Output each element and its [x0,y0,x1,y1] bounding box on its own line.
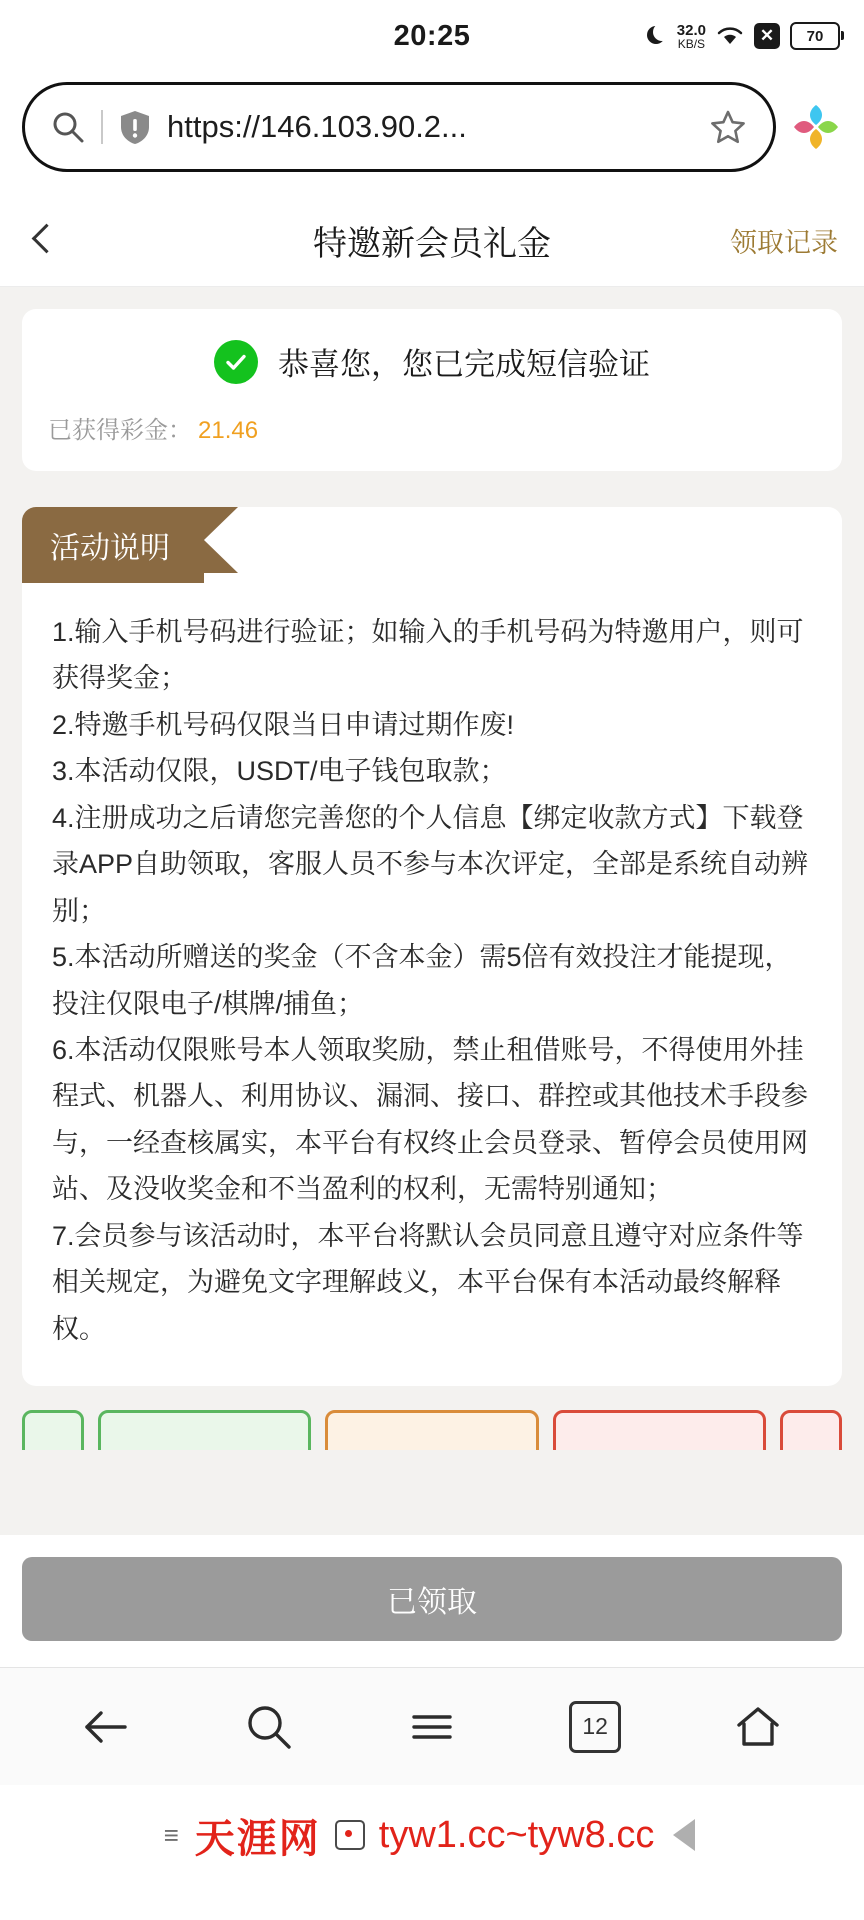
claim-records-link[interactable]: 领取记录 [730,227,838,258]
address-bar[interactable] [22,82,776,172]
battery-level: 70 [806,27,824,45]
success-row [48,339,816,384]
rule-item: 1.输入手机号码进行验证；如输入的手机号码为特邀用户，则可获得奖金； [52,617,804,694]
network-speed-unit: KB/S [677,36,706,51]
rule-item: 3.本活动仅限，USDT/电子钱包取款； [52,756,507,787]
verification-status-card [22,309,842,471]
claim-action-bar [0,1535,864,1667]
toolbar-divider [101,110,103,144]
tabs-icon[interactable] [564,1696,626,1758]
claim-button[interactable]: 已领取 [22,1557,842,1641]
game-card-strip [22,1410,842,1450]
rule-item: 7.会员参与该活动时，本平台将默认会员同意且遵守对应条件等相关规定，为避免文字理解歧义，本平台保有本活动最终解释权。 [52,1220,804,1344]
network-speed-value: 32.0 [676,21,706,39]
browser-toolbar [0,72,864,194]
game-card-thumb[interactable] [98,1410,311,1450]
battery-icon [790,22,840,50]
check-circle-icon [214,340,258,384]
wifi-icon [716,25,744,47]
rule-item: 6.本活动仅限账号本人领取奖励，禁止租借账号，不得使用外挂程式、机器人、利用协议、漏洞、接口、群控或其他技术手段参与，一经查核属实，本平台有权终止会员登录、暂停会员使用网站、及没收奖金和不当盈利的权利，无需特别通知； [52,1034,808,1205]
page-title: 特邀新会员礼金 [313,224,551,263]
game-card-thumb[interactable] [780,1410,842,1450]
back-chevron-icon[interactable] [26,222,62,258]
url-text[interactable]: https://146.103.90.2... [167,109,467,144]
game-card-thumb[interactable] [553,1410,766,1450]
watermark-dot-icon [335,1820,365,1850]
bonus-row [48,410,816,445]
page-header [0,194,864,287]
search-icon[interactable] [51,110,85,144]
browser-bottom-nav [0,1667,864,1785]
network-speed [677,23,706,50]
footer-watermark [0,1785,864,1885]
back-arrow-icon[interactable] [75,1696,137,1758]
shield-warning-icon[interactable] [119,109,151,145]
status-time: 20:25 [393,19,471,52]
watermark-menu-glyph: ≡ [163,1819,181,1850]
search-icon[interactable] [238,1696,300,1758]
browser-logo-icon[interactable] [790,101,842,153]
game-card-thumb[interactable] [22,1410,84,1450]
status-bar [0,0,864,72]
game-card-thumb[interactable] [325,1410,538,1450]
moon-icon [647,26,667,46]
tabs-count[interactable]: 12 [569,1701,621,1753]
status-indicators [647,22,840,50]
menu-icon[interactable] [401,1696,463,1758]
page-content [0,287,864,1535]
watermark-triangle-icon [673,1819,695,1851]
bonus-label: 已获得彩金： [48,417,192,444]
rule-item: 4.注册成功之后请您完善您的个人信息【绑定收款方式】下载登录APP自助领取，客服人员不参与本次评定，全部是系统自动辨别； [52,802,809,926]
rules-ribbon-label: 活动说明 [22,507,204,583]
bonus-amount: 21.46 [198,417,259,444]
close-x-icon: ✕ [754,23,780,49]
watermark-url: tyw1.cc~tyw8.cc [378,1813,655,1856]
rule-item: 5.本活动所赠送的奖金（不含本金）需5倍有效投注才能提现，投注仅限电子/棋牌/捕鱼； [52,942,792,1019]
rule-item: 2.特邀手机号码仅限当日申请过期作废! [52,709,515,740]
watermark-brand: 天涯网 [194,1816,321,1861]
rules-body [22,583,842,1352]
rules-card [22,507,842,1386]
star-icon[interactable] [709,108,747,146]
success-message: 恭喜您，您已完成短信验证 [278,347,650,382]
home-icon[interactable] [727,1696,789,1758]
